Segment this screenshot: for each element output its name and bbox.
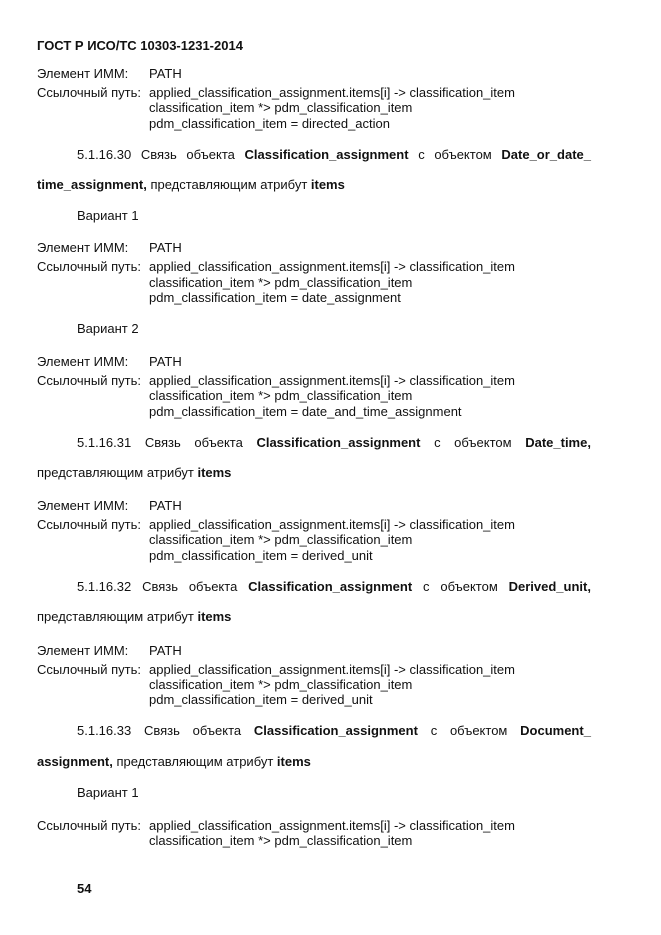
section-number: 5.1.16.30 bbox=[77, 147, 132, 162]
word: объекта bbox=[186, 147, 235, 162]
section-heading-33 bbox=[77, 723, 591, 739]
element-label: Элемент ИММ: bbox=[37, 240, 129, 255]
path-line: applied_classification_assignment.items[i] -> classification_item bbox=[149, 662, 515, 677]
path-line: applied_classification_assignment.items[i] -> classification_item bbox=[149, 85, 515, 100]
word: объектом bbox=[454, 435, 512, 450]
path-line: pdm_classification_item = derived_unit bbox=[149, 692, 373, 707]
variant-label: Вариант 2 bbox=[77, 321, 139, 336]
word: Связь bbox=[144, 435, 181, 450]
object-name: Classification_assignment bbox=[244, 147, 409, 162]
heading-text: представляющим атрибут bbox=[37, 609, 198, 624]
target-object: Date_time, bbox=[525, 435, 591, 450]
path-line: classification_item *> pdm_classification_item bbox=[149, 677, 413, 692]
path-label: Ссылочный путь: bbox=[37, 373, 141, 388]
word: объекта bbox=[188, 579, 238, 594]
section-heading-33-cont bbox=[37, 754, 311, 770]
variant-label: Вариант 1 bbox=[77, 785, 139, 800]
heading-text: представляющим атрибут bbox=[146, 177, 311, 192]
word: Связь bbox=[140, 147, 177, 162]
path-line: applied_classification_assignment.items[i] -> classification_item bbox=[149, 259, 515, 274]
object-name: Classification_assignment bbox=[253, 723, 418, 738]
element-label: Элемент ИММ: bbox=[37, 354, 129, 369]
word: Связь bbox=[143, 723, 180, 738]
path-label: Ссылочный путь: bbox=[37, 259, 141, 274]
path-line: classification_item *> pdm_classification_item bbox=[149, 833, 413, 848]
word: с bbox=[423, 579, 430, 594]
element-value: PATH bbox=[149, 66, 182, 81]
section-heading-30 bbox=[77, 147, 591, 163]
word: с bbox=[418, 147, 425, 162]
heading-text: представляющим атрибут bbox=[37, 465, 198, 480]
path-line: pdm_classification_item = date_and_time_assignment bbox=[149, 404, 462, 419]
path-line: classification_item *> pdm_classification_item bbox=[149, 100, 413, 115]
document-header: ГОСТ Р ИСО/ТС 10303-1231-2014 bbox=[37, 38, 243, 53]
path-line: pdm_classification_item = date_assignment bbox=[149, 290, 401, 305]
section-heading-30-cont bbox=[37, 177, 345, 193]
path-line: classification_item *> pdm_classification_item bbox=[149, 532, 413, 547]
heading-text: представляющим атрибут bbox=[112, 754, 277, 769]
element-label: Элемент ИММ: bbox=[37, 498, 129, 513]
object-name: Classification_assignment bbox=[248, 579, 413, 594]
object-name: Classification_assignment bbox=[256, 435, 421, 450]
word: объектом bbox=[449, 723, 508, 738]
section-number: 5.1.16.31 bbox=[77, 435, 132, 450]
path-line: pdm_classification_item = derived_unit bbox=[149, 548, 373, 563]
element-label: Элемент ИММ: bbox=[37, 66, 129, 81]
word: объектом bbox=[434, 147, 492, 162]
path-line: classification_item *> pdm_classification_item bbox=[149, 275, 413, 290]
word: с bbox=[434, 435, 441, 450]
path-label: Ссылочный путь: bbox=[37, 818, 141, 833]
word: объекта bbox=[194, 435, 243, 450]
path-line: applied_classification_assignment.items[i] -> classification_item bbox=[149, 818, 515, 833]
element-value: PATH bbox=[149, 354, 182, 369]
section-heading-32-cont bbox=[37, 609, 231, 625]
path-line: pdm_classification_item = directed_action bbox=[149, 116, 390, 131]
page-number: 54 bbox=[77, 881, 92, 896]
element-label: Элемент ИММ: bbox=[37, 643, 129, 658]
target-object-cont: time_assignment, bbox=[37, 177, 147, 192]
target-object: Derived_unit, bbox=[508, 579, 591, 594]
attribute-name: items bbox=[197, 609, 232, 624]
element-value: PATH bbox=[149, 643, 182, 658]
section-heading-31 bbox=[77, 435, 591, 451]
path-line: classification_item *> pdm_classification_item bbox=[149, 388, 413, 403]
target-object-cont: assignment, bbox=[37, 754, 113, 769]
word: объектом bbox=[440, 579, 498, 594]
section-number: 5.1.16.32 bbox=[77, 579, 132, 594]
word: Связь bbox=[142, 579, 178, 594]
attribute-name: items bbox=[310, 177, 345, 192]
attribute-name: items bbox=[276, 754, 311, 769]
attribute-name: items bbox=[197, 465, 232, 480]
target-object: Document_ bbox=[520, 723, 591, 738]
section-heading-31-cont bbox=[37, 465, 231, 481]
path-line: applied_classification_assignment.items[i] -> classification_item bbox=[149, 373, 515, 388]
section-number: 5.1.16.33 bbox=[77, 723, 132, 738]
path-label: Ссылочный путь: bbox=[37, 662, 141, 677]
path-label: Ссылочный путь: bbox=[37, 517, 141, 532]
element-value: PATH bbox=[149, 240, 182, 255]
variant-label: Вариант 1 bbox=[77, 208, 139, 223]
path-label: Ссылочный путь: bbox=[37, 85, 141, 100]
path-line: applied_classification_assignment.items[i] -> classification_item bbox=[149, 517, 515, 532]
element-value: PATH bbox=[149, 498, 182, 513]
word: с bbox=[430, 723, 438, 738]
target-object: Date_or_date_ bbox=[501, 147, 591, 162]
word: объекта bbox=[192, 723, 242, 738]
section-heading-32 bbox=[77, 579, 591, 595]
